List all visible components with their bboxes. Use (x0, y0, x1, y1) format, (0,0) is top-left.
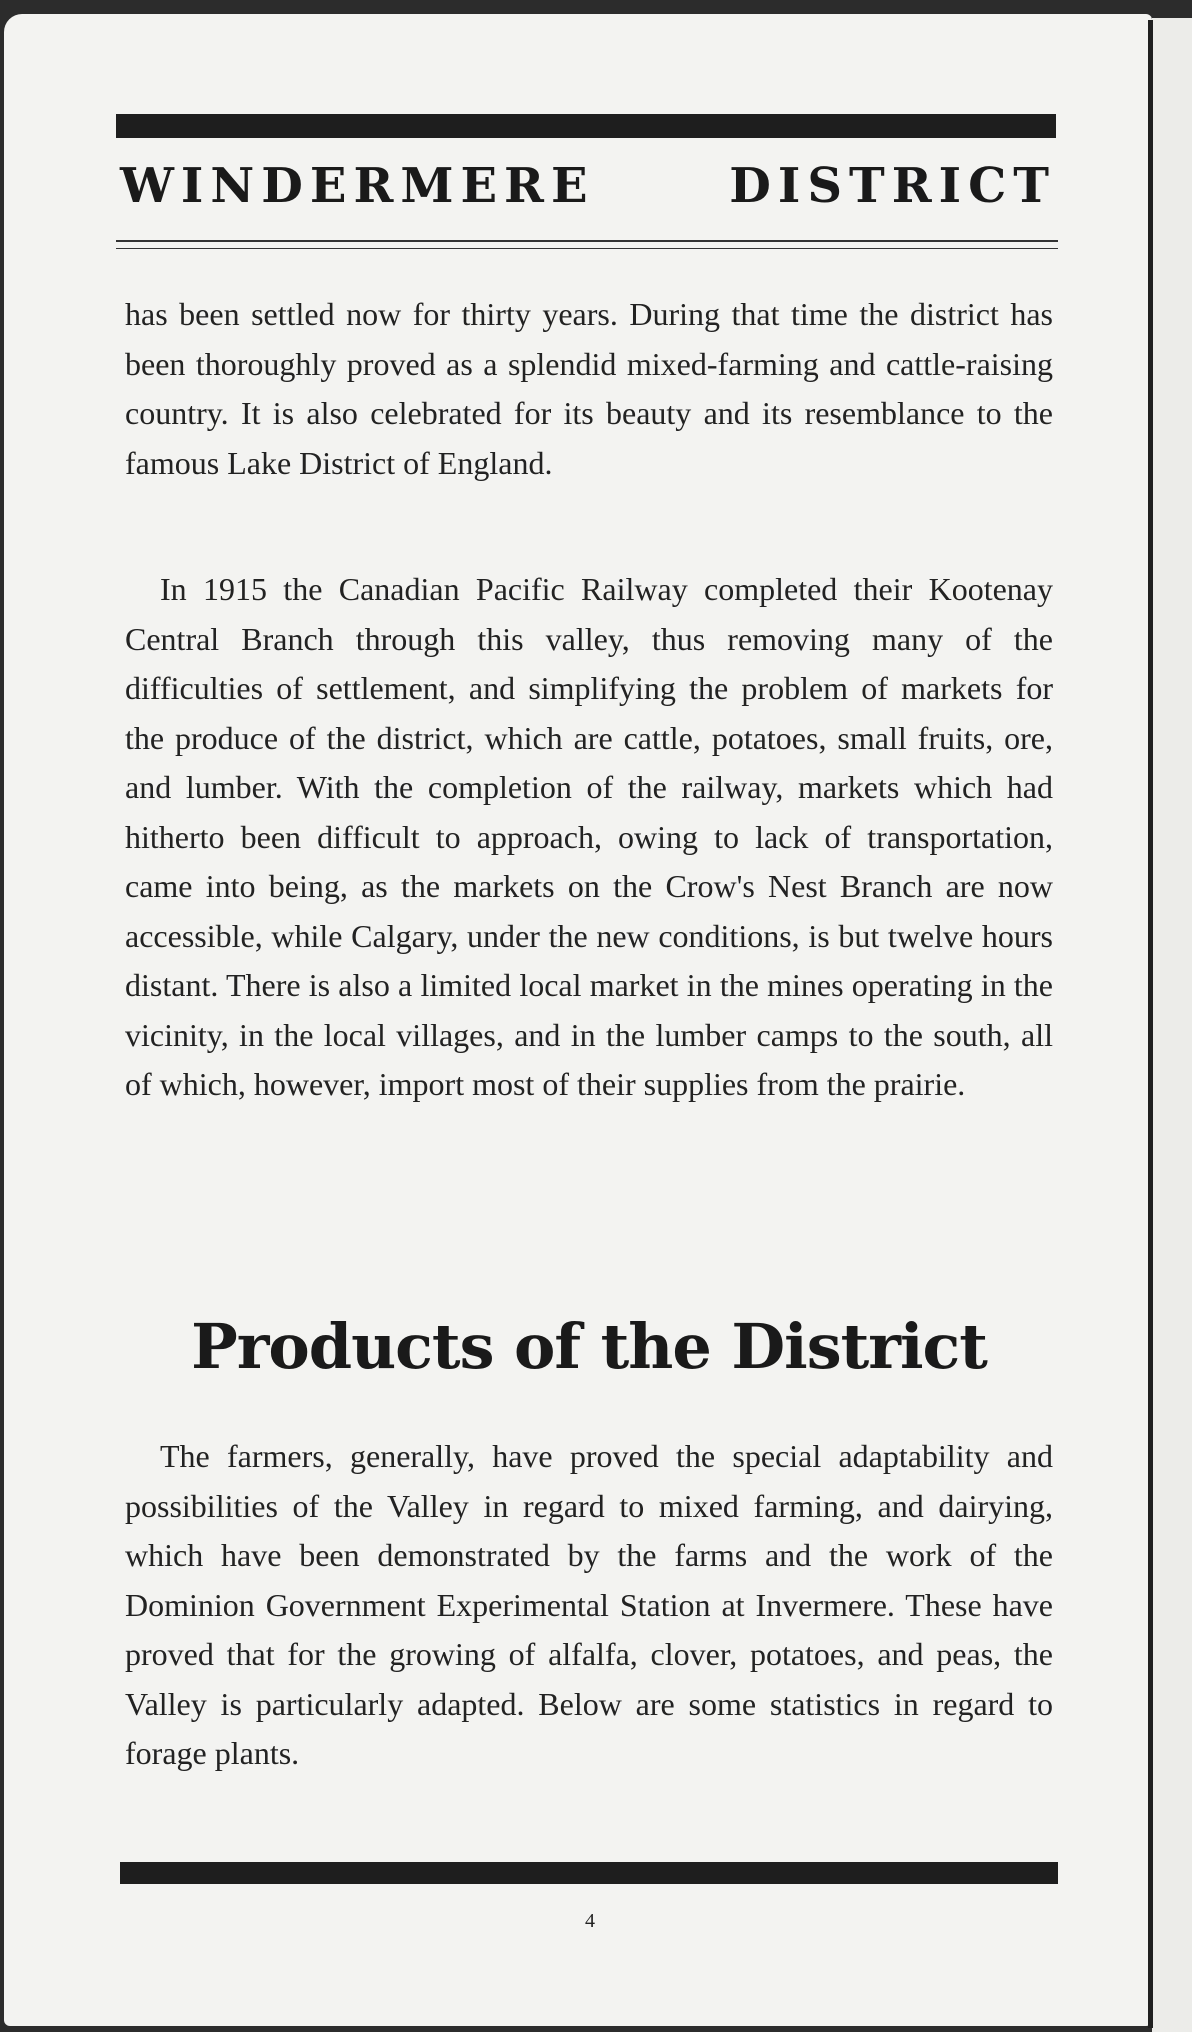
header-rule-lower (116, 248, 1058, 249)
footer-bar (120, 1862, 1058, 1884)
paragraph-text: In 1915 the Canadian Pacific Railway completed their Kootenay Central Branch through this valley, thus removing many of the difficulties of settlement, and simplifying the problem of markets for the produce of the district, which are cattle, potatoes, small fruits, ore, and lumber. With the completion of the railway, markets which had hitherto been difficult to approach, owing to lack of transportation, came into being, as the markets on the Crow's Nest Branch are now accessible, while Calgary, under the new conditions, is but twelve hours distant. There is also a limited local market in the mines operating in the vicinity, in the local villages, and in the lumber camps to the south, all of which, however, import most of their supplies from the prairie. (125, 571, 1053, 1102)
page-number: 4 (585, 1910, 595, 1932)
paragraph-text: has been settled now for thirty years. During that time the district has been thoroughly proved as a splendid mixed-farming and cattle-raising country. It is also celebrated for its beauty and its resemblance to the famous Lake District of England. (125, 296, 1053, 481)
section-paragraph (125, 1432, 1053, 1779)
header-rule-upper (116, 240, 1058, 242)
section-heading: Products of the District (191, 1310, 987, 1383)
body-paragraph-2 (125, 565, 1053, 1110)
paragraph-text: The farmers, generally, have proved the special adaptability and possibilities of the Valley in regard to mixed farming, and dairying, which have been demonstrated by the farms and the work of the Dominion Government Experimental Station at Invermere. These have proved that for the growing of alfalfa, clover, potatoes, and peas, the Valley is particularly adapted. Below are some statistics in regard to forage plants. (125, 1438, 1053, 1771)
body-paragraph-1 (125, 290, 1053, 488)
adjacent-page-edge (1152, 18, 1192, 2032)
header-bar (116, 114, 1056, 138)
running-head: WINDERMERE DISTRICT (120, 158, 1056, 214)
page-edge-shadow (1148, 20, 1153, 2028)
